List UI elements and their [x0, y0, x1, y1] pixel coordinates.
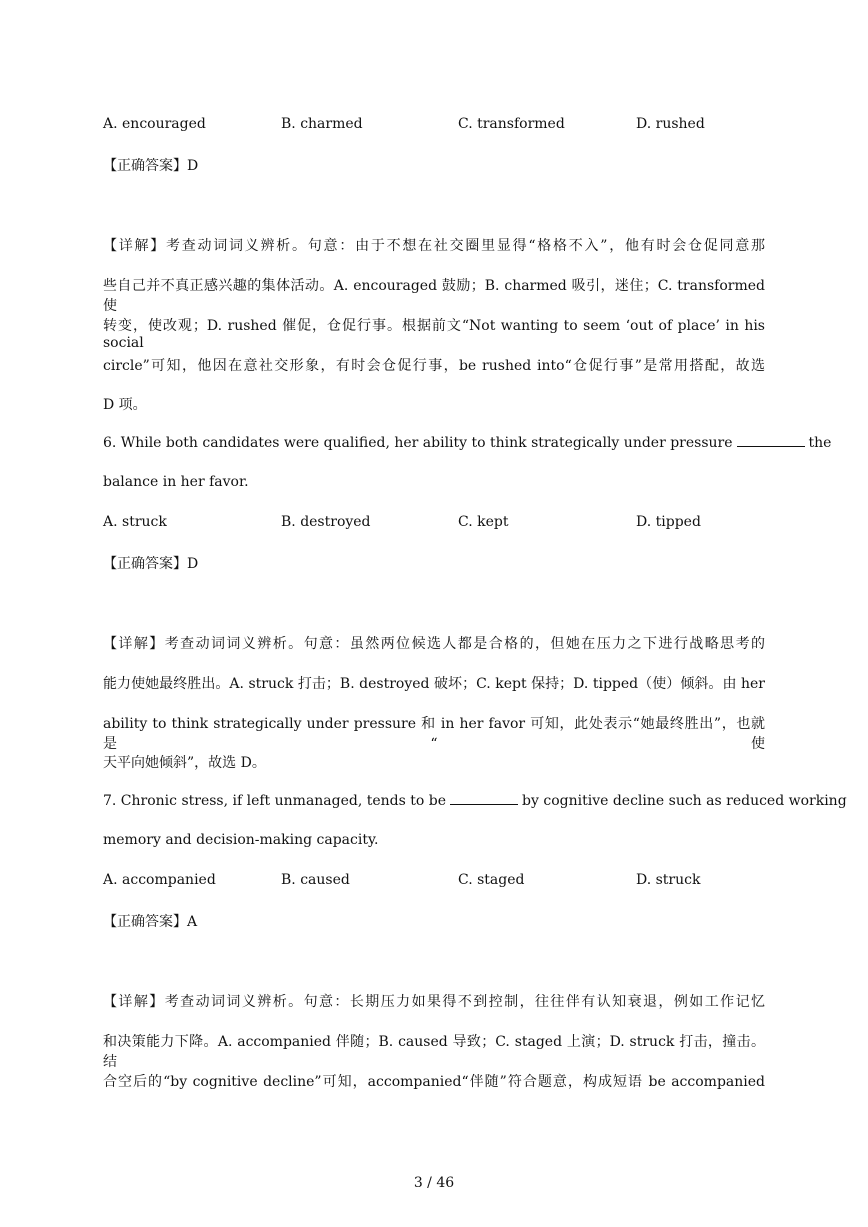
q6-stem-line: balance in her favor.	[103, 474, 249, 490]
q7-explanation-line: 和决策能力下降。A. accompanied 伴随；B. caused 导致；C. staged 上演；D. struck 打击，撞击。结	[103, 1034, 765, 1070]
q6-explanation-line: 天平向她倾斜”，故选 D。	[103, 755, 266, 771]
q7-explanation-line: 【详解】考查动词词义辨析。句意：长期压力如果得不到控制，往往伴有认知衰退，例如工作记忆	[103, 994, 765, 1010]
q5-explanation-line: D 项。	[103, 397, 147, 413]
q6-stem-text: 6. While both candidates were qualified, her ability to think strategically under pressure	[103, 435, 733, 451]
q6-option-d: D. tipped	[636, 514, 701, 530]
q6-blank	[737, 434, 805, 447]
q7-stem-text: by cognitive decline such as reduced working	[522, 793, 847, 809]
q5-explanation-line: 些自己并不真正感兴趣的集体活动。A. encouraged 鼓励；B. charmed 吸引，迷住；C. transformed 使	[103, 278, 765, 314]
q7-option-b: B. caused	[281, 872, 350, 888]
q7-stem-line	[103, 792, 847, 809]
q5-option-c: C. transformed	[458, 116, 565, 132]
q5-explanation-line: 【详解】考查动词词义辨析。句意：由于不想在社交圈里显得“格格不入”，他有时会仓促同意那	[103, 238, 765, 254]
q7-explanation-line: 合空后的“by cognitive decline”可知，accompanied“伴随”符合题意，构成短语 be accompanied	[103, 1074, 765, 1090]
q6-explanation-line: ability to think strategically under pressure 和 in her favor 可知，此处表示“她最终胜出”，也就是“使	[103, 716, 765, 752]
q5-explanation-line: circle”可知，他因在意社交形象，有时会仓促行事，be rushed into“仓促行事”是常用搭配，故选	[103, 358, 765, 374]
q6-option-c: C. kept	[458, 514, 509, 530]
q5-option-b: B. charmed	[281, 116, 363, 132]
q5-answer: 【正确答案】D	[103, 158, 199, 174]
q7-option-c: C. staged	[458, 872, 525, 888]
page-number: 3 / 46	[413, 1175, 455, 1191]
q6-stem-text: the	[808, 435, 832, 451]
q7-stem-text: 7. Chronic stress, if left unmanaged, tends to be	[103, 793, 447, 809]
q6-stem-line	[103, 434, 832, 451]
q7-blank	[450, 792, 518, 805]
q5-option-d: D. rushed	[636, 116, 705, 132]
q6-options	[103, 514, 765, 534]
q6-explanation-line: 【详解】考查动词词义辨析。句意：虽然两位候选人都是合格的，但她在压力之下进行战略思考的	[103, 636, 765, 652]
q7-answer: 【正确答案】A	[103, 914, 198, 930]
q5-option-a: A. encouraged	[103, 116, 206, 132]
q6-explanation-line: 能力使她最终胜出。A. struck 打击；B. destroyed 破坏；C. kept 保持；D. tipped（使）倾斜。由 her	[103, 676, 765, 692]
q5-options	[103, 116, 765, 136]
q6-option-b: B. destroyed	[281, 514, 371, 530]
q5-explanation-line: 转变，使改观；D. rushed 催促，仓促行事。根据前文“Not wanting to seem ‘out of place’ in his social	[103, 318, 765, 351]
q7-options	[103, 872, 765, 892]
q7-stem-line: memory and decision-making capacity.	[103, 832, 379, 848]
q7-option-a: A. accompanied	[103, 872, 216, 888]
q6-answer: 【正确答案】D	[103, 556, 199, 572]
q7-option-d: D. struck	[636, 872, 701, 888]
q6-option-a: A. struck	[103, 514, 167, 530]
